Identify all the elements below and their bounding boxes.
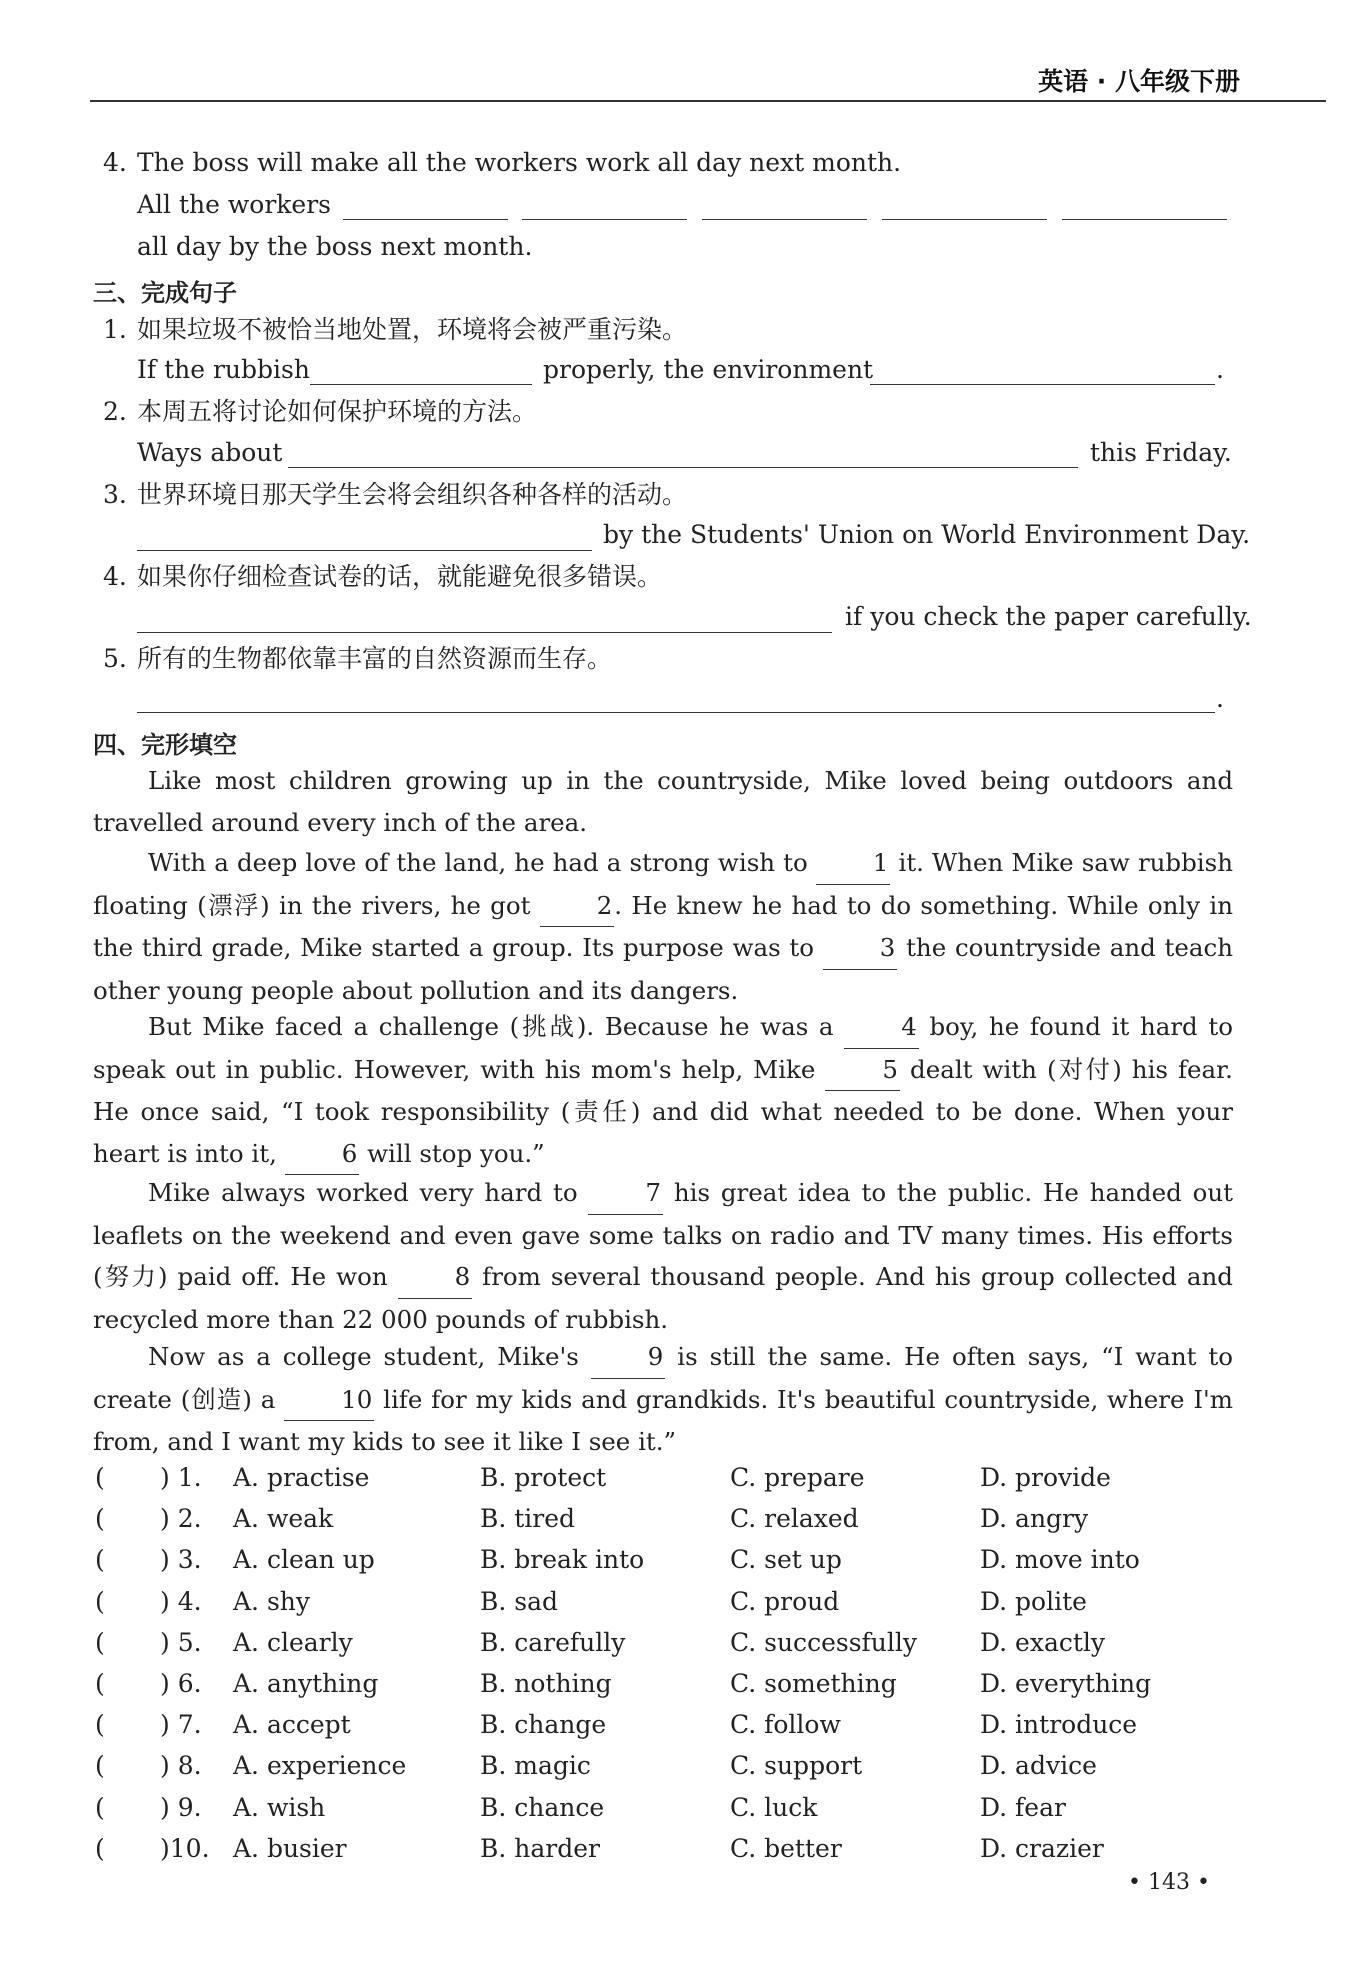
cloze-paragraph-1: Like most children growing up in the countryside, Mike loved being outdoors and travelled around every inch of the area. [93,766,1233,837]
cloze-blank-4[interactable]: 4 [844,1006,919,1049]
cloze-paragraph-2: With a deep love of the land, he had a strong wish to 1 it. When Mike saw rubbish floating (漂浮) in the rivers, he got 2. He knew he had to do something. While only in the third grade, Mike started a group. Its purpose was to 3 the countryside and teach other young people about pollution and its dangers. [93,842,1233,1011]
question-number: ) 8. [160,1751,202,1781]
option-d[interactable]: D. move into [980,1545,1140,1575]
option-d[interactable]: D. angry [980,1504,1089,1534]
option-row [95,1545,1195,1585]
s3-item1-blank-2[interactable] [870,362,1215,385]
s3-item5-period: . [1216,684,1224,713]
page-number: • 143 • [1128,1870,1210,1895]
option-a[interactable]: A. wish [233,1792,326,1822]
option-c[interactable]: C. prepare [730,1463,865,1492]
option-row [95,1463,1195,1503]
option-a[interactable]: A. weak [233,1504,334,1534]
s3-item3-en-b: by the Students' Union on World Environment Day. [603,520,1251,549]
option-a[interactable]: A. shy [233,1586,311,1616]
header-divider [90,100,1326,102]
cloze-blank-9[interactable]: 9 [591,1336,666,1379]
option-b[interactable]: B. sad [480,1586,559,1616]
answer-bracket[interactable]: ( [95,1792,105,1822]
question-number: ) 6. [160,1669,202,1698]
cloze-paragraph-3: But Mike faced a challenge (挑战). Because he was a 4 boy, he found it hard to speak out in public. However, with his mom's help, Mike 5 dealt with (对付) his fear. He once said, “I took responsibility (责任) and did what needed to be done. When your heart is into it, 6 will stop you.” [93,1006,1233,1175]
option-d[interactable]: D. introduce [980,1710,1138,1740]
q4-blank-2[interactable] [522,197,687,220]
q4-line2-prefix: All the workers [137,190,332,219]
question-number: ) 9. [160,1792,202,1822]
option-d[interactable]: D. crazier [980,1833,1104,1863]
answer-bracket[interactable]: ( [95,1463,105,1492]
option-a[interactable]: A. clean up [233,1545,375,1575]
option-c[interactable]: C. set up [730,1545,842,1575]
answer-bracket[interactable]: ( [95,1586,105,1616]
s3-item5-number: 5. [103,644,127,673]
s3-item1-en-b: properly, the environment [543,355,874,384]
option-c[interactable]: C. relaxed [730,1504,859,1534]
option-b[interactable]: B. chance [480,1792,605,1822]
question-number: ) 5. [160,1627,202,1657]
option-row [95,1669,1195,1709]
question-number: ) 2. [160,1504,202,1534]
s3-item1-number: 1. [103,315,127,344]
q4-line3: all day by the boss next month. [137,232,533,261]
question-number: ) 7. [160,1710,202,1740]
option-row [95,1587,1195,1627]
s3-item4-en-b: if you check the paper carefully. [845,602,1252,631]
cloze-blank-3[interactable]: 3 [823,927,898,970]
answer-bracket[interactable]: ( [95,1627,105,1657]
option-d[interactable]: D. exactly [980,1627,1106,1657]
option-d[interactable]: D. fear [980,1792,1066,1822]
s3-item2-chinese: 本周五将讨论如何保护环境的方法。 [137,397,538,426]
answer-bracket[interactable]: ( [95,1504,105,1534]
option-b[interactable]: B. protect [480,1463,607,1492]
option-row [95,1710,1195,1750]
q4-blank-5[interactable] [1062,197,1227,220]
s3-item4-chinese: 如果你仔细检查试卷的话，就能避免很多错误。 [137,562,663,591]
s3-item1-blank-1[interactable] [310,362,532,385]
s3-item3-chinese: 世界环境日那天学生会将会组织各种各样的活动。 [137,480,688,509]
option-a[interactable]: A. accept [233,1710,351,1740]
answer-bracket[interactable]: ( [95,1545,105,1575]
option-d[interactable]: D. advice [980,1751,1097,1781]
section3-title: 三、完成句子 [93,279,237,307]
question-number: ) 3. [160,1545,202,1575]
option-c[interactable]: C. luck [730,1792,818,1822]
option-row [95,1751,1195,1791]
s3-item3-number: 3. [103,480,127,509]
q4-blank-1[interactable] [343,197,508,220]
question-number: )10. [160,1833,210,1863]
option-c[interactable]: C. something [730,1669,897,1698]
s3-item4-number: 4. [103,562,127,591]
cloze-blank-5[interactable]: 5 [825,1049,900,1092]
section4-title: 四、完形填空 [93,731,237,759]
s3-item4-blank[interactable] [137,610,832,633]
option-row [95,1834,1195,1874]
option-c[interactable]: C. follow [730,1710,841,1740]
option-row [95,1793,1195,1833]
option-a[interactable]: A. clearly [233,1627,353,1657]
option-b[interactable]: B. nothing [480,1669,612,1698]
answer-bracket[interactable]: ( [95,1751,105,1781]
cloze-paragraph-4: Mike always worked very hard to 7 his great idea to the public. He handed out leaflets on the weekend and even gave some talks on radio and TV many times. His efforts (努力) paid off. He won 8 from several thousand people. And his group collected and recycled more than 22 000 pounds of rubbish. [93,1172,1233,1340]
s3-item5-chinese: 所有的生物都依靠丰富的自然资源而生存。 [137,644,613,673]
s3-item5-blank[interactable] [137,690,1215,713]
cloze-blank-1[interactable]: 1 [816,842,891,885]
option-c[interactable]: C. successfully [730,1627,917,1657]
answer-bracket[interactable]: ( [95,1710,105,1740]
answer-bracket[interactable]: ( [95,1833,105,1863]
option-d[interactable]: D. polite [980,1586,1087,1616]
option-b[interactable]: B. break into [480,1545,645,1575]
option-c[interactable]: C. support [730,1751,863,1781]
option-c[interactable]: C. better [730,1833,842,1863]
q4-sentence: The boss will make all the workers work all day next month. [137,148,902,177]
question-number: ) 4. [160,1586,202,1616]
s3-item2-blank[interactable] [288,445,1078,468]
q4-number: 4. [103,148,127,177]
page-header-title: 英语 · 八年级下册 [1038,67,1240,96]
s3-item1-chinese: 如果垃圾不被恰当地处置，环境将会被严重污染。 [137,315,688,344]
option-a[interactable]: A. experience [233,1751,407,1781]
option-c[interactable]: C. proud [730,1586,840,1616]
cloze-blank-6[interactable]: 6 [285,1133,360,1176]
q4-blank-3[interactable] [702,197,867,220]
option-a[interactable]: A. anything [233,1669,379,1698]
s3-item1-en-a: If the rubbish [137,355,310,384]
s3-item2-number: 2. [103,397,127,426]
option-b[interactable]: B. harder [480,1833,600,1863]
q4-blank-4[interactable] [882,197,1047,220]
cloze-blank-7[interactable]: 7 [588,1172,663,1215]
answer-bracket[interactable]: ( [95,1669,105,1698]
option-b[interactable]: B. change [480,1710,607,1740]
option-a[interactable]: A. practise [233,1463,370,1492]
cloze-blank-2[interactable]: 2 [540,885,615,928]
option-d[interactable]: D. everything [980,1669,1152,1698]
option-b[interactable]: B. magic [480,1751,591,1781]
option-b[interactable]: B. tired [480,1504,576,1534]
question-number: ) 1. [160,1463,202,1492]
cloze-paragraph-5: Now as a college student, Mike's 9 is still the same. He often says, “I want to create (创造) a 10 life for my kids and grandkids. It's beautiful countryside, where I'm from, and I want my kids to see it like I see it.” [93,1336,1233,1463]
cloze-blank-8[interactable]: 8 [398,1256,473,1299]
option-d[interactable]: D. provide [980,1463,1111,1492]
option-row [95,1628,1195,1668]
s3-item3-blank[interactable] [137,528,592,551]
option-a[interactable]: A. busier [233,1833,347,1863]
option-row [95,1504,1195,1544]
cloze-blank-10[interactable]: 10 [284,1379,374,1422]
s3-item1-period: . [1216,355,1224,384]
option-b[interactable]: B. carefully [480,1627,626,1657]
s3-item2-en-a: Ways about [137,438,283,467]
s3-item2-en-b: this Friday. [1090,438,1232,467]
